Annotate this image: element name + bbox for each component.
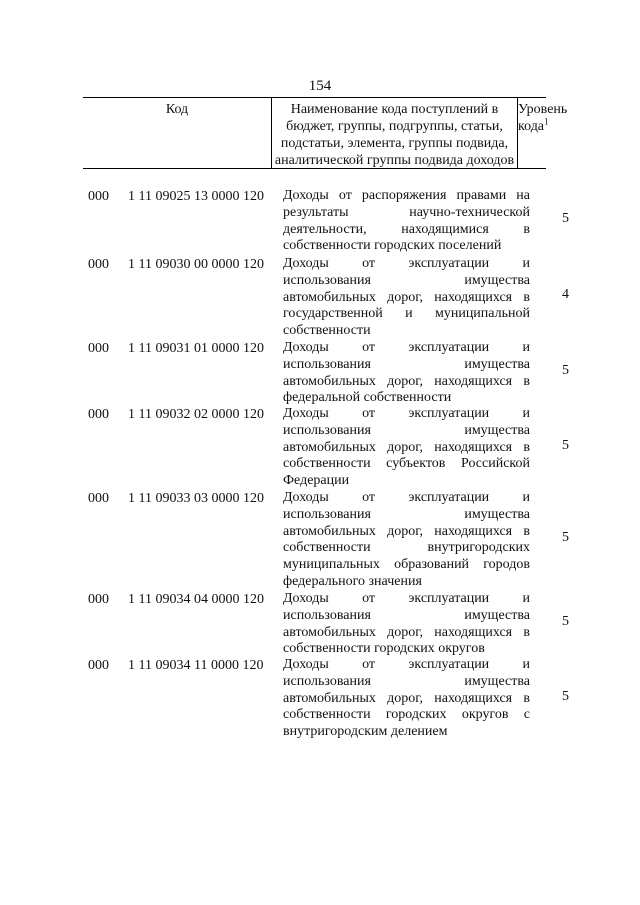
column-header-level [518,98,568,168]
row-prefix: 000 [88,189,109,204]
row-prefix: 000 [88,257,109,272]
row-level: 5 [562,438,569,453]
level-label-line2: кода$^1$ [518,116,549,134]
row-prefix: 000 [88,407,109,422]
row-code: 1 11 09034 11 0000 120 [128,658,264,673]
level-footnote: 1 [544,116,549,127]
row-description: Доходы от эксплуатации и использования имущества автомобильных дорог, находящихся в собственности городских округов [283,591,530,657]
row-code: 1 11 09034 04 0000 120 [128,592,264,607]
row-description: Доходы от эксплуатации и использования имущества автомобильных дорог, находящихся в собственности субъектов Российской Федерации [283,406,530,489]
level-label-line1: Уровень [518,102,568,117]
row-code: 1 11 09033 03 0000 120 [128,491,264,506]
row-description: Доходы от эксплуатации и использования имущества автомобильных дорог, находящихся в собственности внутригородских муниципальных образований городов федерального значения [283,490,530,589]
row-prefix: 000 [88,341,109,356]
row-level: 5 [562,614,569,629]
page-number: 154 [308,78,332,94]
row-description: Доходы от распоряжения правами на результаты научно-технической деятельности, находящимися в собственности городских поселений [283,188,530,254]
row-description: Доходы от эксплуатации и использования имущества автомобильных дорог, находящихся в собственности городских округов с внутригородским делением [283,657,530,740]
row-level: 5 [562,211,569,226]
row-prefix: 000 [88,658,109,673]
row-code: 1 11 09030 00 0000 120 [128,257,264,272]
column-header-code: Код [165,102,189,117]
row-code: 1 11 09025 13 0000 120 [128,189,264,204]
row-code: 1 11 09032 02 0000 120 [128,407,264,422]
row-level: 5 [562,689,569,704]
table-header [83,97,568,169]
row-description: Доходы от эксплуатации и использования имущества автомобильных дорог, находящихся в государственной и муниципальной собственности [283,256,530,339]
row-level: 4 [562,287,569,302]
row-prefix: 000 [88,592,109,607]
row-description: Доходы от эксплуатации и использования имущества автомобильных дорог, находящихся в федеральной собственности [283,340,530,406]
row-code: 1 11 09031 01 0000 120 [128,341,264,356]
row-prefix: 000 [88,491,109,506]
column-header-name: Наименование кода поступлений в бюджет, группы, подгруппы, статьи, подстатьи, элемента, группы подвида, аналитической группы подвида доходов [271,98,518,168]
row-level: 5 [562,363,569,378]
row-level: 5 [562,530,569,545]
